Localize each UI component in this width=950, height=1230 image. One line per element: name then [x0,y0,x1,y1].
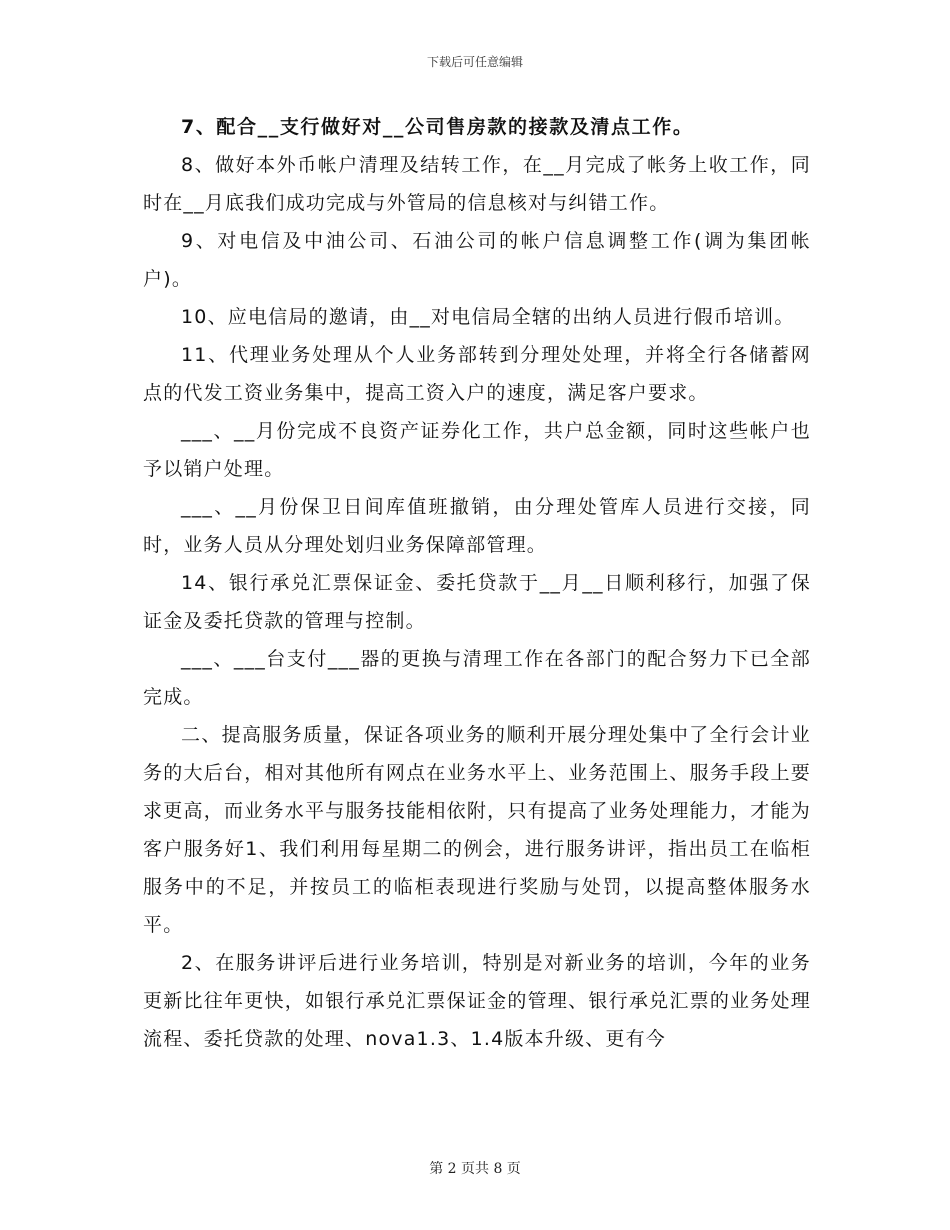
paragraph-item-11: 11、代理业务处理从个人业务部转到分理处处理，并将全行各储蓄网点的代发工资业务集中，提高工资入户的速度，满足客户要求。 [143,344,811,404]
document-body [143,108,811,1058]
paragraph-item-10: 10、应电信局的邀请，由__对电信局全辖的出纳人员进行假币培训。 [181,306,795,328]
page-footer: 第 2 页共 8 页 [429,1161,521,1177]
paragraph-item-8: 8、做好本外币帐户清理及结转工作，在__月完成了帐务上收工作，同时在__月底我们成功完成与外管局的信息核对与纠错工作。 [143,154,811,214]
paragraph-item-15: ___、___台支付___器的更换与清理工作在各部门的配合努力下已全部完成。 [143,648,811,708]
paragraph-item-12: ___、__月份完成不良资产证券化工作，共户总金额，同时这些帐户也予以销户处理。 [143,420,811,480]
paragraph-item-9: 9、对电信及中油公司、石油公司的帐户信息调整工作(调为集团帐户)。 [143,230,811,290]
paragraph-item-13: ___、__月份保卫日间库值班撤销，由分理处管库人员进行交接，同时，业务人员从分理处划归业务保障部管理。 [143,496,811,556]
paragraph-item-7: 7、配合__支行做好对__公司售房款的接款及清点工作。 [181,116,694,138]
paragraph-item-14: 14、银行承兑汇票保证金、委托贷款于__月__日顺利移行，加强了保证金及委托贷款的管理与控制。 [143,572,811,632]
page-header: 下载后可任意编辑 [426,55,523,69]
paragraph-section-two: 二、提高服务质量，保证各项业务的顺利开展分理处集中了全行会计业务的大后台，相对其他所有网点在业务水平上、业务范围上、服务手段上要求更高，而业务水平与服务技能相依附，只有提高了业务处理能力，才能为客户服务好1、我们利用每星期二的例会，进行服务讲评，指出员工在临柜服务中的不足，并按员工的临柜表现进行奖励与处罚，以提高整体服务水平。 [143,724,811,936]
paragraph-training: 2、在服务讲评后进行业务培训，特别是对新业务的培训，今年的业务更新比往年更快，如银行承兑汇票保证金的管理、银行承兑汇票的业务处理流程、委托贷款的处理、nova1.3、1.4版本升级、更有今 [143,952,811,1050]
